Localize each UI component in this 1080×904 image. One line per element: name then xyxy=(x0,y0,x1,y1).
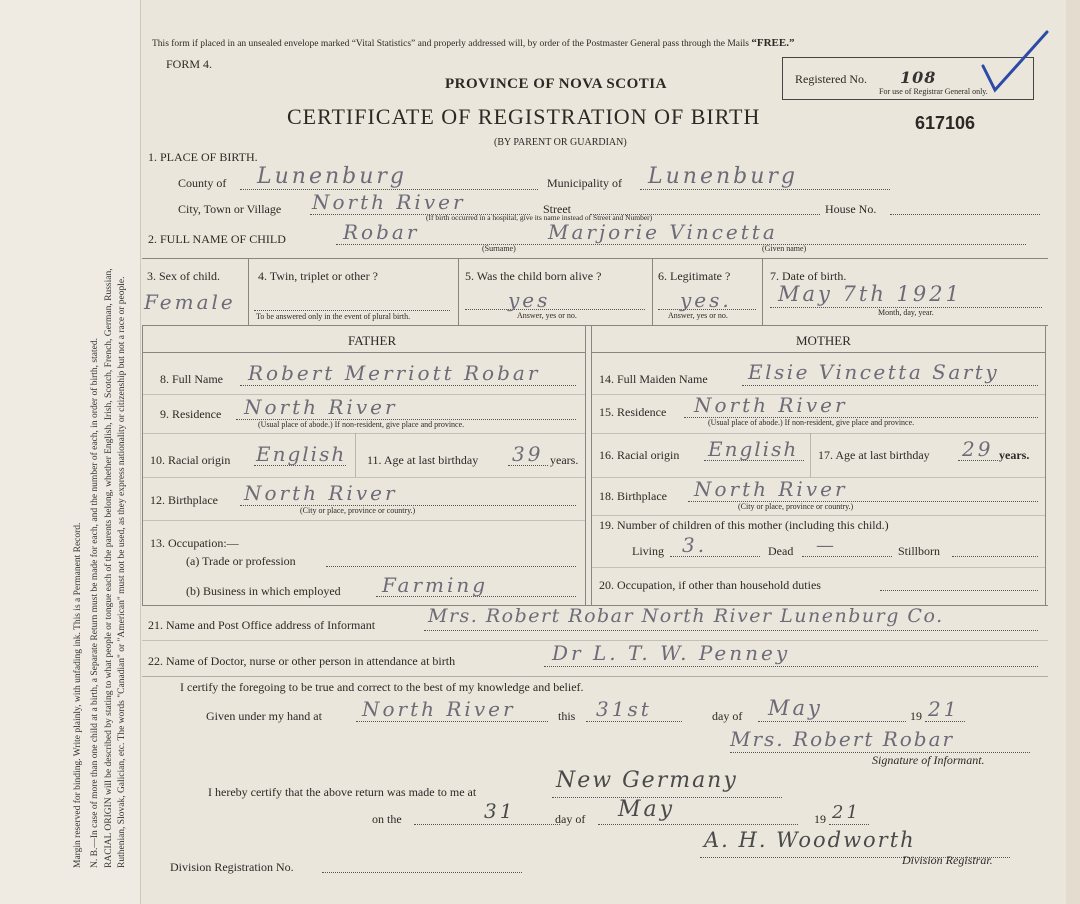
certificate-title: CERTIFICATE OF REGISTRATION OF BIRTH xyxy=(287,104,761,129)
stillborn-label: Stillborn xyxy=(898,544,941,558)
informant-signature: Mrs. Robert Robar xyxy=(730,727,955,751)
day-of-label: day of xyxy=(712,709,743,723)
father-name-label: 8. Full Name xyxy=(160,372,223,386)
child-surname: Robar xyxy=(343,220,420,244)
twin-label: 4. Twin, triplet or other ? xyxy=(258,269,378,283)
registrar-note: For use of Registrar General only. xyxy=(879,87,988,96)
this-label: this xyxy=(558,709,576,723)
city-value: North River xyxy=(312,190,466,214)
father-occupation-label: 13. Occupation:— xyxy=(150,536,239,550)
informant-value: Mrs. Robert Robar North River Lunenburg Co. xyxy=(428,605,944,627)
father-age: 39 xyxy=(512,442,544,466)
return-day-of-label: day of xyxy=(555,812,586,826)
mother-heading: MOTHER xyxy=(796,333,851,348)
child-given-name: Marjorie Vincetta xyxy=(548,220,778,244)
margin-note-3: RACIAL ORIGIN will be described by stating to what people or tongue each of the parents belong, whether English, Irish, Scotch, French, German, Russian, xyxy=(104,268,114,868)
return-made-label: I hereby certify that the above return was made to me at xyxy=(208,785,477,799)
registered-label: Registered No. xyxy=(795,72,867,86)
check-mark-icon xyxy=(975,28,1055,98)
sex-value: Female xyxy=(144,290,236,314)
children-count-label: 19. Number of children of this mother (including this child.) xyxy=(599,518,889,532)
return-year-prefix: 19 xyxy=(814,812,826,826)
margin-note-1: Margin reserved for binding. Write plainly, with unfading ink. This is a Permanent Record. xyxy=(73,522,83,868)
return-day: 31 xyxy=(484,799,516,823)
mother-racial-label: 16. Racial origin xyxy=(599,448,680,462)
twin-note: To be answered only in the event of plural birth. xyxy=(256,312,411,321)
municipality-label: Municipality of xyxy=(547,176,622,190)
father-age-label: 11. Age at last birthday xyxy=(367,453,479,467)
registered-number: 108 xyxy=(900,68,937,87)
given-under-label: Given under my hand at xyxy=(206,709,322,723)
given-day: 31st xyxy=(596,697,652,721)
return-year: 21 xyxy=(832,802,861,823)
given-year-prefix: 19 xyxy=(910,709,922,723)
house-label: House No. xyxy=(825,202,877,216)
division-registration-label: Division Registration No. xyxy=(170,860,294,874)
given-caption: (Given name) xyxy=(762,244,807,253)
dob-label: 7. Date of birth. xyxy=(770,269,847,283)
mother-birthplace-label: 18. Birthplace xyxy=(599,489,667,503)
mother-residence: North River xyxy=(694,393,848,417)
certificate-subtitle: (BY PARENT OR GUARDIAN) xyxy=(494,137,627,148)
father-years: years. xyxy=(550,453,579,467)
registrar-signature: A. H. Woodworth xyxy=(704,828,916,852)
mother-age-label: 17. Age at last birthday xyxy=(818,448,930,462)
dob-value: May 7th 1921 xyxy=(778,282,963,306)
mother-name: Elsie Vincetta Sarty xyxy=(748,360,1000,384)
dead-label: Dead xyxy=(768,544,794,558)
certify-statement: I certify the foregoing to be true and correct to the best of my knowledge and belief. xyxy=(180,680,584,694)
father-heading: FATHER xyxy=(348,333,397,348)
legitimate-value: yes. xyxy=(680,288,732,312)
child-name-label: 2. FULL NAME OF CHILD xyxy=(148,232,286,246)
mother-racial: English xyxy=(708,437,799,461)
margin-note-2: N. B.—In case of more than one child at a birth, a Separate Return must be made for each, and the number of each, in order of birth, stated. xyxy=(90,338,100,868)
surname-caption: (Surname) xyxy=(482,244,516,253)
registrar-caption: Division Registrar. xyxy=(902,853,993,867)
alive-value: yes xyxy=(508,288,551,312)
form-number: FORM 4. xyxy=(166,57,213,71)
father-birthplace: North River xyxy=(244,481,398,505)
dob-caption: Month, day, year. xyxy=(878,308,934,317)
given-month: May xyxy=(768,696,823,720)
street-label: Street xyxy=(543,202,571,216)
father-residence: North River xyxy=(244,395,398,419)
mother-birthplace-caption: (City or place, province or country.) xyxy=(738,502,854,511)
dead-value: — xyxy=(816,535,837,556)
county-value: Lunenburg xyxy=(257,164,407,189)
doctor-label: 22. Name of Doctor, nurse or other person in attendance at birth xyxy=(148,654,456,668)
place-of-birth-heading: 1. PLACE OF BIRTH. xyxy=(148,150,258,164)
informant-label: 21. Name and Post Office address of Informant xyxy=(148,618,376,632)
hospital-note: (If birth occurred in a hospital, give its name instead of Street and Number) xyxy=(426,213,653,222)
mail-note: This form if placed in an unsealed envelope marked “Vital Statistics” and properly addressed will, by order of the Postmaster General pass through the Mails “FREE.” xyxy=(152,37,795,49)
margin-note-4: Ruthenian, Slovak, Galician, etc. The words "Canadian" or "American" must not be used, as they express nationality or citizenship but not a race or people. xyxy=(117,276,127,868)
mother-residence-label: 15. Residence xyxy=(599,405,667,419)
mother-residence-caption: (Usual place of abode.) If non-resident, give place and province. xyxy=(708,418,915,427)
county-label: County of xyxy=(178,176,227,190)
father-racial-label: 10. Racial origin xyxy=(150,453,231,467)
municipality-value: Lunenburg xyxy=(648,164,798,189)
on-the-label: on the xyxy=(372,812,402,826)
trade-label: (a) Trade or profession xyxy=(186,554,296,568)
father-racial: English xyxy=(256,442,347,466)
father-residence-label: 9. Residence xyxy=(160,407,222,421)
mother-age: 29 xyxy=(962,437,994,461)
legitimate-caption: Answer, yes or no. xyxy=(668,311,728,320)
father-birthplace-caption: (City or place, province or country.) xyxy=(300,506,416,515)
doctor-value: Dr L. T. W. Penney xyxy=(552,641,791,665)
given-year: 21 xyxy=(928,697,960,721)
return-month: May xyxy=(618,797,676,822)
father-birthplace-label: 12. Birthplace xyxy=(150,493,218,507)
mother-name-label: 14. Full Maiden Name xyxy=(599,372,708,386)
mother-occupation-label: 20. Occupation, if other than household duties xyxy=(599,578,821,592)
mother-birthplace: North River xyxy=(694,477,848,501)
given-place: North River xyxy=(362,697,516,721)
father-business: Farming xyxy=(382,573,489,597)
mother-years: years. xyxy=(999,448,1030,462)
city-label: City, Town or Village xyxy=(178,202,282,216)
province-heading: PROVINCE OF NOVA SCOTIA xyxy=(445,76,667,92)
certificate-number: 617106 xyxy=(915,113,976,133)
business-label: (b) Business in which employed xyxy=(186,584,341,598)
return-place: New Germany xyxy=(556,768,738,793)
living-label: Living xyxy=(632,544,664,558)
legitimate-label: 6. Legitimate ? xyxy=(658,269,731,283)
alive-caption: Answer, yes or no. xyxy=(517,311,577,320)
informant-signature-caption: Signature of Informant. xyxy=(872,753,985,767)
paper-edge xyxy=(1066,0,1080,904)
alive-label: 5. Was the child born alive ? xyxy=(465,269,602,283)
father-residence-caption: (Usual place of abode.) If non-resident, give place and province. xyxy=(258,420,465,429)
living-value: 3. xyxy=(682,533,708,557)
father-name: Robert Merriott Robar xyxy=(248,361,541,385)
sex-label: 3. Sex of child. xyxy=(147,269,220,283)
